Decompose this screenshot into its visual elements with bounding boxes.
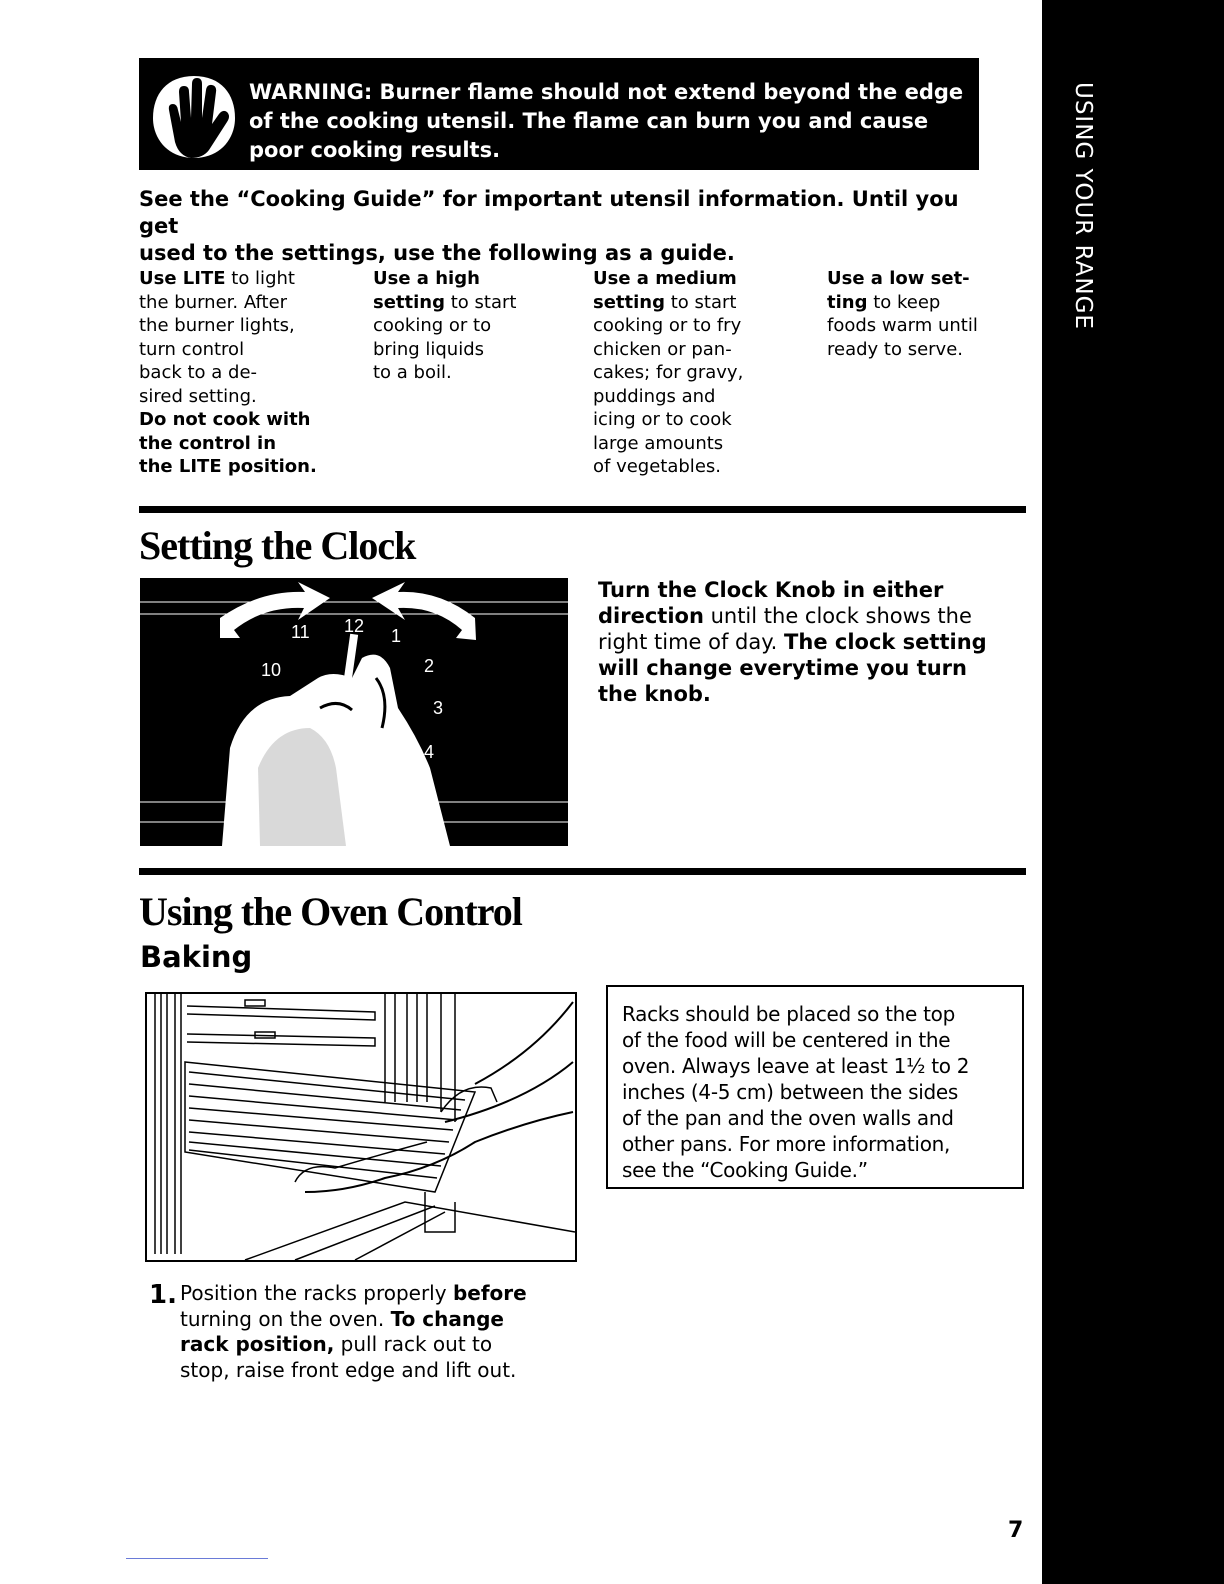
dial-number: 9 xyxy=(263,702,274,722)
setting-text: puddings and xyxy=(593,385,716,407)
setting-text: cooking or to fry xyxy=(593,315,742,336)
oven-rack-illustration xyxy=(145,992,577,1262)
setting-line xyxy=(827,291,1027,315)
setting-text: ready to serve. xyxy=(827,338,964,360)
guide-intro xyxy=(139,186,999,267)
setting-line xyxy=(593,455,813,479)
section-divider xyxy=(139,868,1026,875)
setting-column-low xyxy=(827,267,1027,361)
setting-text: foods warm until xyxy=(827,315,978,336)
clock-instruction-bold: the knob. xyxy=(598,682,711,706)
clock-instruction-line xyxy=(598,655,1018,681)
setting-text: the burner. After xyxy=(139,291,288,313)
step-number: 1. xyxy=(149,1280,177,1310)
setting-line xyxy=(139,338,359,362)
setting-bold-text: Use LITE xyxy=(139,268,226,289)
setting-text: to a boil. xyxy=(373,362,452,383)
clock-instruction-bold: The clock setting xyxy=(784,630,987,654)
setting-line xyxy=(139,455,359,479)
clock-instruction-line xyxy=(598,577,1018,603)
rack-note-line: Racks should be placed so the top xyxy=(622,1002,955,1026)
setting-line xyxy=(593,408,813,432)
step-1-text xyxy=(180,1281,580,1383)
step-line xyxy=(180,1358,580,1384)
setting-text: icing or to cook xyxy=(593,409,732,430)
setting-text: to start xyxy=(445,291,517,313)
clock-instruction-bold: will change everytime you turn xyxy=(598,656,967,680)
step-text: stop, raise front edge and lift out. xyxy=(180,1357,517,1382)
section-heading-oven: Using the Oven Control xyxy=(139,889,522,934)
setting-column-high xyxy=(373,267,583,385)
setting-line xyxy=(593,314,813,338)
setting-bold-text: Use a high xyxy=(373,268,480,289)
clock-instruction-line xyxy=(598,681,1018,707)
warning-line: WARNING: Burner flame should not extend beyond the edge xyxy=(249,80,964,104)
guide-intro-line: See the “Cooking Guide” for important utensil information. Until you get xyxy=(139,187,959,238)
step-bold-text: To change xyxy=(390,1306,504,1331)
step-bold-text: before xyxy=(452,1281,527,1305)
side-tab-label: USING YOUR RANGE xyxy=(1070,82,1096,330)
setting-line xyxy=(373,314,583,338)
warning-line: of the cooking utensil. The flame can burn you and cause xyxy=(249,109,929,133)
setting-line xyxy=(593,432,813,456)
setting-line xyxy=(827,267,1027,291)
setting-bold-text: the control in xyxy=(139,432,277,454)
step-bold-text: rack position, xyxy=(180,1332,335,1356)
setting-bold-text: Use a medium xyxy=(593,268,737,289)
setting-line xyxy=(373,267,583,291)
clock-knob-illustration xyxy=(140,578,568,846)
rack-note-line: see the “Cooking Guide.” xyxy=(622,1158,868,1182)
setting-line xyxy=(139,291,359,315)
setting-text: of vegetables. xyxy=(593,456,721,477)
setting-line xyxy=(139,314,359,338)
setting-line xyxy=(139,361,359,385)
setting-line xyxy=(827,338,1027,362)
setting-line xyxy=(139,432,359,456)
setting-text: to start xyxy=(665,291,737,313)
dial-number: 1 xyxy=(391,626,402,646)
section-heading-clock: Setting the Clock xyxy=(139,523,416,568)
rack-note-line: of the food will be centered in the xyxy=(622,1028,951,1052)
setting-text: back to a de- xyxy=(139,362,258,383)
setting-column-lite xyxy=(139,267,359,479)
subheading-baking: Baking xyxy=(140,940,253,974)
setting-bold-text: setting xyxy=(373,291,445,313)
setting-line xyxy=(139,267,359,291)
step-line xyxy=(180,1332,580,1358)
setting-text: the burner lights, xyxy=(139,315,295,336)
setting-text: to keep xyxy=(867,291,941,313)
dial-number: 12 xyxy=(344,616,365,636)
clock-instruction-line xyxy=(598,629,1018,655)
clock-instruction-text: right time of day. xyxy=(598,630,785,654)
dial-number: 3 xyxy=(433,698,444,718)
section-divider xyxy=(139,506,1026,513)
bottom-underline xyxy=(126,1558,268,1559)
step-line xyxy=(180,1281,580,1307)
rack-note-line: of the pan and the oven walls and xyxy=(622,1106,954,1130)
setting-bold-text: setting xyxy=(593,291,665,313)
stop-hand-icon xyxy=(147,70,241,164)
setting-line xyxy=(373,361,583,385)
setting-text: large amounts xyxy=(593,432,724,454)
rack-note-line: other pans. For more information, xyxy=(622,1132,951,1156)
setting-text: chicken or pan- xyxy=(593,338,732,360)
setting-line xyxy=(373,338,583,362)
clock-instruction-text: until the clock shows the xyxy=(703,604,972,628)
setting-line xyxy=(593,291,813,315)
clock-instructions xyxy=(598,577,1018,707)
setting-text: to light xyxy=(225,268,295,289)
setting-line xyxy=(593,385,813,409)
rack-placement-note xyxy=(606,985,1024,1189)
step-line xyxy=(180,1307,580,1333)
clock-instruction-line xyxy=(598,603,1018,629)
setting-line xyxy=(373,291,583,315)
dial-number: 11 xyxy=(291,622,310,642)
setting-bold-text: Do not cook with xyxy=(139,409,311,430)
setting-bold-text: ting xyxy=(827,291,868,313)
setting-line xyxy=(139,385,359,409)
setting-text: turn control xyxy=(139,338,245,360)
clock-instruction-bold: Turn the Clock Knob in either xyxy=(598,578,944,602)
page-number: 7 xyxy=(1008,1518,1024,1543)
setting-line xyxy=(593,338,813,362)
setting-text: sired setting. xyxy=(139,385,257,407)
setting-text: bring liquids xyxy=(373,338,485,360)
warning-banner xyxy=(139,58,979,170)
step-text: pull rack out to xyxy=(334,1332,493,1356)
dial-number: 2 xyxy=(424,656,435,676)
setting-bold-text: Use a low set- xyxy=(827,268,970,289)
setting-column-medium xyxy=(593,267,813,479)
step-text: turning on the oven. xyxy=(180,1306,391,1331)
warning-line: poor cooking results. xyxy=(249,138,501,162)
step-text: Position the racks properly xyxy=(180,1281,453,1305)
rack-note-line: oven. Always leave at least 1½ to 2 xyxy=(622,1054,970,1078)
guide-intro-line: used to the settings, use the following as a guide. xyxy=(139,241,735,265)
setting-text: cooking or to xyxy=(373,315,492,336)
dial-number: 10 xyxy=(261,660,282,680)
rack-note-line: inches (4-5 cm) between the sides xyxy=(622,1080,958,1104)
setting-line xyxy=(139,408,359,432)
setting-line xyxy=(593,267,813,291)
dial-number: 4 xyxy=(424,742,435,762)
setting-text: cakes; for gravy, xyxy=(593,362,744,383)
setting-bold-text: the LITE position. xyxy=(139,456,317,477)
setting-line xyxy=(827,314,1027,338)
setting-line xyxy=(593,361,813,385)
clock-instruction-bold: direction xyxy=(598,604,704,628)
